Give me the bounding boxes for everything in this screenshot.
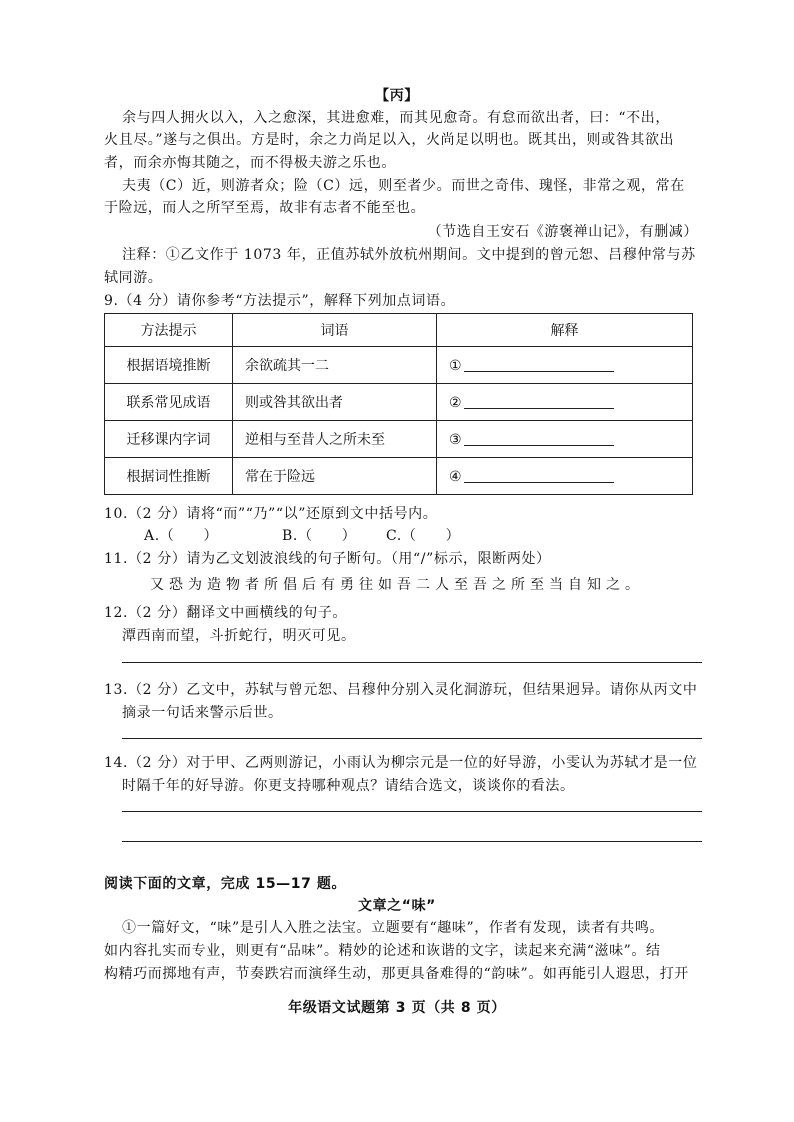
header-explanation: 解释 <box>437 314 693 347</box>
phrase-cell: 余欲疏其一二 <box>233 347 437 384</box>
reading-instruction: 阅读下面的文章，完成 15—17 题。 <box>104 876 347 892</box>
question-11-sentence: 又恐为造物者所倡后有勇往如吾二人至吾之所至当自知之。 <box>150 577 644 593</box>
method-cell: 根据语境推断 <box>105 347 233 384</box>
passage-bing-line-1: 余与四人拥火以入，入之愈深，其进愈难，而其见愈奇。有怠而欲出者，曰：“不出， <box>122 110 670 126</box>
method-cell: 联系常见成语 <box>105 384 233 421</box>
answer-blank[interactable] <box>464 468 614 483</box>
question-12-sentence: 潭西南而望，斗折蛇行，明灭可见。 <box>122 628 356 644</box>
answer-cell[interactable] <box>437 421 693 458</box>
reading-line-3: 构精巧而掷地有声，节奏跌宕而演绎生动，那更具备难得的“韵味”。如再能引人遐思，打开 <box>104 966 689 982</box>
table-row <box>105 384 693 421</box>
answer-cell[interactable] <box>437 384 693 421</box>
method-table <box>104 313 693 495</box>
answer-cell[interactable] <box>437 458 693 495</box>
question-11-stem: 11.（2 分）请为乙文划波浪线的句子断句。（用“/”标示，限断两处） <box>104 551 551 567</box>
method-cell: 根据词性推断 <box>105 458 233 495</box>
phrase-cell: 逆相与至昔人之所未至 <box>233 421 437 458</box>
table-row <box>105 458 693 495</box>
annotation-line-1: 注释：①乙文作于 1073 年，正值苏轼外放杭州期间。文中提到的曾元恕、吕穆仲常与苏 <box>122 247 696 263</box>
header-phrase: 词语 <box>233 314 437 347</box>
passage-bing-line-4: 夫夷（C）近，则游者众；险（C）远，则至者少。而世之奇伟、瑰怪，非常之观，常在 <box>122 178 685 194</box>
question-10-stem: 10.（2 分）请将“而”“乃”“以”还原到文中括号内。 <box>104 506 438 522</box>
answer-line[interactable] <box>122 662 702 663</box>
answer-number: ② <box>449 394 462 411</box>
answer-line[interactable] <box>122 738 702 739</box>
answer-blank[interactable] <box>464 394 614 409</box>
answer-line[interactable] <box>122 841 702 842</box>
table-row <box>105 347 693 384</box>
answer-cell[interactable] <box>437 347 693 384</box>
answer-number: ③ <box>449 431 462 448</box>
passage-bing-line-2: 火且尽。”遂与之俱出。方是时，余之力尚足以入，火尚足以明也。既其出，则或咎其欲出 <box>104 132 675 148</box>
phrase-cell: 常在于险远 <box>233 458 437 495</box>
table-row <box>105 421 693 458</box>
answer-blank[interactable] <box>464 431 614 446</box>
question-14-line-1: 14.（2 分）对于甲、乙两则游记，小雨认为柳宗元是一位的好导游，小雯认为苏轼才是一位 <box>104 755 698 771</box>
passage-bing-heading: 【丙】 <box>375 88 419 104</box>
answer-blank[interactable] <box>464 357 614 372</box>
passage-bing-source: （节选自王安石《游褒禅山记》，有删减） <box>427 224 698 240</box>
annotation-line-2: 轼同游。 <box>104 270 163 286</box>
reading-title: 文章之“味” <box>357 898 436 914</box>
answer-line[interactable] <box>122 811 702 812</box>
question-14-line-2: 时隔千年的好导游。你更支持哪种观点？请结合选文，谈谈你的看法。 <box>122 778 575 794</box>
question-9-stem: 9.（4 分）请你参考“方法提示”，解释下列加点词语。 <box>104 293 456 309</box>
question-12-stem: 12.（2 分）翻译文中画横线的句子。 <box>104 605 348 621</box>
method-cell: 迁移课内字词 <box>105 421 233 458</box>
answer-number: ① <box>449 357 462 374</box>
question-13-line-1: 13.（2 分）乙文中，苏轼与曾元恕、吕穆仲分别入灵化洞游玩，但结果迥异。请你从丙文中 <box>104 682 698 698</box>
passage-bing-line-3: 者，而余亦悔其随之，而不得极夫游之乐也。 <box>104 155 396 171</box>
reading-line-2: 如内容扎实而专业，则更有“品味”。精妙的论述和诙谐的文字，读起来充满“滋味”。结 <box>104 943 661 959</box>
answer-number: ④ <box>449 468 462 485</box>
question-10-option-b[interactable]: B.（ ） <box>282 528 357 544</box>
page-footer: 年级语文试题第 3 页（共 8 页） <box>288 1000 506 1016</box>
question-10-option-c[interactable]: C.（ ） <box>386 528 461 544</box>
header-method: 方法提示 <box>105 314 233 347</box>
passage-bing-line-5: 于险远，而人之所罕至焉，故非有志者不能至也。 <box>104 200 426 216</box>
method-table-header <box>105 314 693 347</box>
question-10-option-a[interactable]: A.（ ） <box>144 528 219 544</box>
reading-line-1: ①一篇好文，“味”是引人入胜之法宝。立题要有“趣味”，作者有发现，读者有共鸣。 <box>122 920 665 936</box>
question-13-line-2: 摘录一句话来警示后世。 <box>122 705 283 721</box>
phrase-cell: 则或咎其欲出者 <box>233 384 437 421</box>
